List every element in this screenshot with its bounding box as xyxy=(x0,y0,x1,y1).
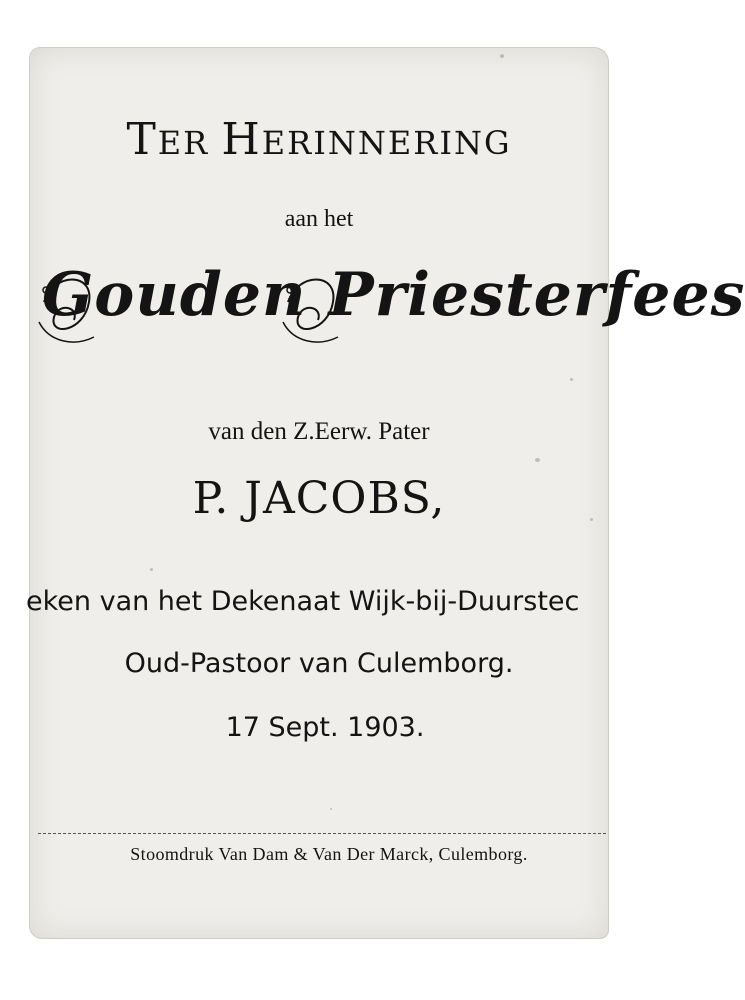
deken-line xyxy=(26,586,608,626)
title-rest-erinnering: ERINNERING xyxy=(261,124,512,162)
pastoor-line: Oud-Pastoor van Culemborg. xyxy=(124,648,514,679)
jubilee-date: 17 Sept. 1903. xyxy=(225,712,425,743)
memorial-card xyxy=(26,48,745,938)
deken-text: eken van het Dekenaat Wijk-bij-Duurstec xyxy=(26,586,580,617)
printer-credit: Stoomdruk Van Dam & Van Der Marck, Culemborg. xyxy=(130,844,528,864)
paper-speck xyxy=(570,378,573,381)
title-rest-er: ER xyxy=(157,124,210,162)
paper-speck xyxy=(330,808,332,810)
pater-line: van den Z.Eerw. Pater xyxy=(208,418,430,445)
card-title xyxy=(30,114,608,165)
paper-speck xyxy=(150,568,153,571)
paper-speck xyxy=(535,458,540,462)
paper-speck xyxy=(500,54,504,58)
priest-name: P. JACOBS, xyxy=(192,473,446,524)
title-initial-t: T xyxy=(126,114,158,165)
occasion-heading xyxy=(30,260,745,370)
title-initial-h: H xyxy=(221,114,262,165)
card-subtitle: aan het xyxy=(284,206,354,232)
occasion-text: Gouden Priesterfees xyxy=(42,260,745,330)
dashed-divider xyxy=(38,833,606,834)
